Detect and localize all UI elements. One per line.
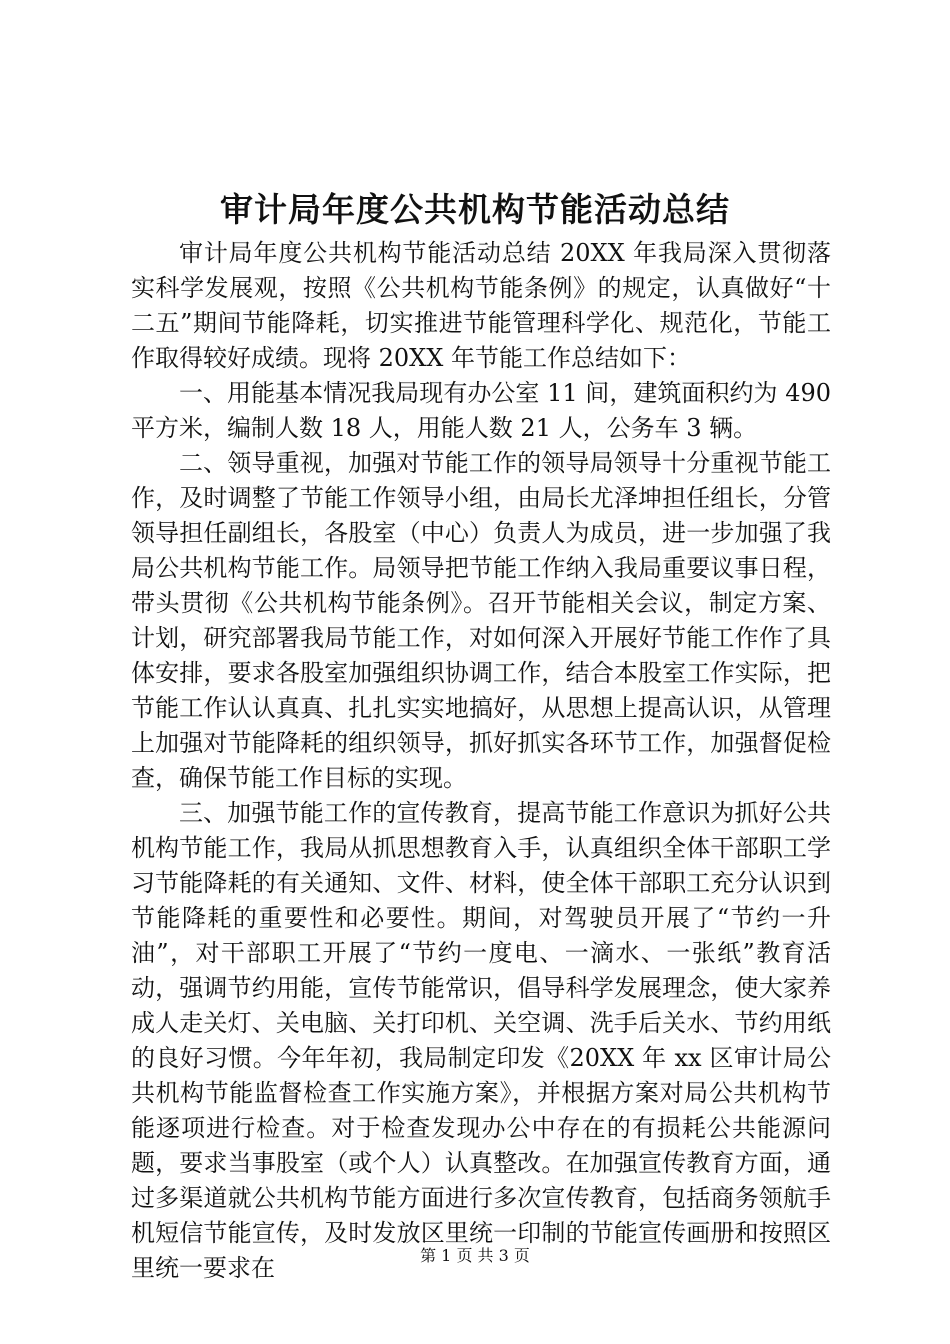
document-body xyxy=(131,236,831,1286)
paragraph-energy-overview: 一、用能基本情况我局现有办公室 11 间，建筑面积约为 490 平方米，编制人数 18 人，用能人数 21 人，公务车 3 辆。 xyxy=(131,379,831,442)
document-title: 审计局年度公共机构节能活动总结 xyxy=(220,190,730,229)
page-footer: 第 1 页 共 3 页 xyxy=(420,1246,530,1265)
paragraph-publicity: 三、加强节能工作的宣传教育，提高节能工作意识为抓好公共机构节能工作，我局从抓思想教育入手，认真组织全体干部职工学习节能降耗的有关通知、文件、材料，使全体干部职工充分认识到节能降耗的重要性和必要性。期间，对驾驶员开展了“节约一升油”，对干部职工开展了“节约一度电、一滴水、一张纸”教育活动，强调节约用能，宣传节能常识，倡导科学发展理念，使大家养成人走关灯、关电脑、关打印机、关空调、洗手后关水、节约用纸的良好习惯。今年年初，我局制定印发《20XX 年 xx 区审计局公共机构节能监督检查工作实施方案》，并根据方案对局公共机构节能逐项进行检查。对于检查发现办公中存在的有损耗公共能源问题，要求当事股室（或个人）认真整改。在加强宣传教育方面，通过多渠道就公共机构节能方面进行多次宣传教育，包括商务领航手机短信节能宣传，及时发放区里统一印制的节能宣传画册和按照区里统一要求在 xyxy=(131,799,831,1282)
paragraph-intro: 审计局年度公共机构节能活动总结 20XX 年我局深入贯彻落实科学发展观，按照《公共机构节能条例》的规定，认真做好“十二五”期间节能降耗，切实推进节能管理科学化、规范化，节能工作取得较好成绩。现将 20XX 年节能工作总结如下： xyxy=(131,239,831,372)
paragraph-leadership: 二、领导重视，加强对节能工作的领导局领导十分重视节能工作，及时调整了节能工作领导小组，由局长尤泽坤担任组长，分管领导担任副组长，各股室（中心）负责人为成员，进一步加强了我局公共机构节能工作。局领导把节能工作纳入我局重要议事日程，带头贯彻《公共机构节能条例》。召开节能相关会议，制定方案、计划，研究部署我局节能工作，对如何深入开展好节能工作作了具体安排，要求各股室加强组织协调工作，结合本股室工作实际，把节能工作认认真真、扎扎实实地搞好，从思想上提高认识，从管理上加强对节能降耗的组织领导，抓好抓实各环节工作，加强督促检查，确保节能工作目标的实现。 xyxy=(131,449,831,792)
